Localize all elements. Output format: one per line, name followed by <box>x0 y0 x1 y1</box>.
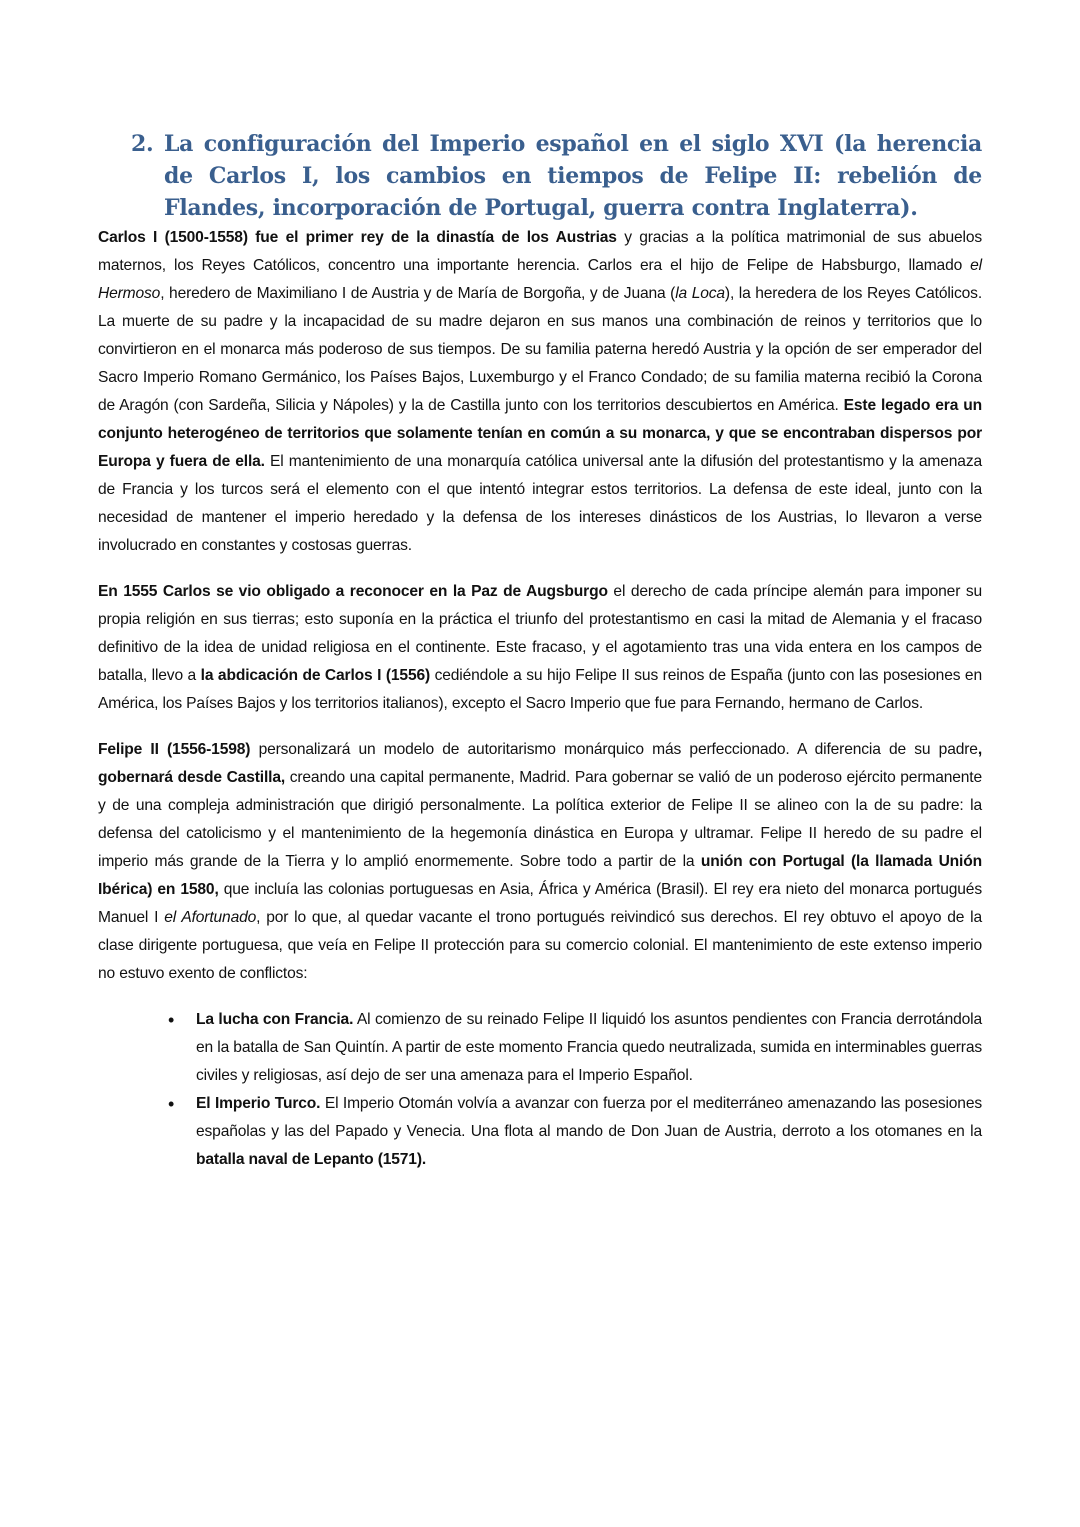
text-run: ), la heredera de los Reyes Católicos. La muerte de su padre y la incapacidad de su madre dejaron en sus manos una combinación de reinos y territorios que lo convirtieron en el monarca más poderoso de sus tiempos. De su familia paterna heredó Austria y la opción de ser emperador del Sacro Imperio Romano Germánico, los Países Bajos, Luxemburgo y el Franco Condado; de su familia materna recibió la Corona de Aragón (con Sardeña, Silicia y Nápoles) y la de Castilla junto con los territorios descubiertos en América. <box>98 285 982 414</box>
italic-text: el Hermoso <box>98 257 982 302</box>
list-item <box>168 1006 982 1090</box>
text-run: Al comienzo de su reinado Felipe II liquidó los asuntos pendientes con Francia derrotándola en la batalla de San Quintín. A partir de este momento Francia quedo neutralizada, sumida en interminables guerras civiles y religiosas, así dejo de ser una amenaza para el Imperio Español. <box>196 1011 982 1084</box>
heading-text: La configuración del Imperio español en el siglo XVI (la herencia de Carlos I, los cambios en tiempos de Felipe II: rebelión de Flandes, incorporación de Portugal, guerra contra Inglaterra). <box>164 131 982 221</box>
text-run: y gracias a la política matrimonial de sus abuelos maternos, los Reyes Católicos, concentro una importante herencia. Carlos era el hijo de Felipe de Habsburgo, llamado <box>98 229 983 274</box>
heading-number: 2. <box>131 131 154 157</box>
body-text <box>98 224 982 988</box>
bold-text: Este legado era un conjunto heterogéneo de territorios que solamente tenían en común a su monarca, y que se encontraban dispersos por Europa y fuera de ella. <box>98 397 982 470</box>
text-run: creando una capital permanente, Madrid. Para gobernar se valió de un poderoso ejército permanente y de una compleja administración que dirigió personalmente. La política exterior de Felipe II se alineo con la de su padre: la defensa del catolicismo y el mantenimiento de la hegemonía dinástica en Europa y ultramar. Felipe II heredo de su padre el imperio más grande de la Tierra y lo amplió enormemente. Sobre todo a partir de la <box>98 769 982 870</box>
section-heading <box>131 128 982 224</box>
text-run: personalizará un modelo de autoritarismo monárquico más perfeccionado. A diferencia de su padre <box>250 741 978 758</box>
bold-text: unión con Portugal (la llamada Unión Ibérica) en 1580, <box>98 853 982 898</box>
bold-text: batalla naval de Lepanto (1571). <box>196 1151 427 1168</box>
bold-text: , gobernará desde Castilla, <box>98 741 982 786</box>
bold-text: la abdicación de Carlos I (1556) <box>200 667 431 684</box>
paragraph <box>98 736 982 988</box>
text-run: , heredero de Maximiliano I de Austria y de María de Borgoña, y de Juana ( <box>160 285 676 302</box>
text-run: cediéndole a su hijo Felipe II sus reinos de España (junto con las posesiones en América, los Países Bajos y los territorios italianos), excepto el Sacro Imperio que fue para Fernando, hermano de Carlos. <box>98 667 982 712</box>
text-run: , por lo que, al quedar vacante el trono portugués reivindicó sus derechos. El rey obtuvo el apoyo de la clase dirigente portuguesa, que veía en Felipe II protección para su comercio colonial. El mantenimiento de este extenso imperio no estuvo exento de conflictos: <box>98 909 982 982</box>
paragraph <box>98 578 982 718</box>
bold-text: El Imperio Turco. <box>196 1095 321 1112</box>
bold-text: Felipe II (1556-1598) <box>98 741 251 758</box>
text-run: que incluía las colonias portuguesas en Asia, África y América (Brasil). El rey era nieto del monarca portugués Manuel I <box>98 881 982 926</box>
bullet-icon: • <box>168 1094 175 1114</box>
list-item <box>168 1090 982 1174</box>
conflict-list <box>98 1006 982 1174</box>
paragraph <box>98 224 982 560</box>
bullet-icon: • <box>168 1010 175 1030</box>
bold-text: Carlos I (1500-1558) fue el primer rey de la dinastía de los Austrias <box>98 229 617 246</box>
text-run: el derecho de cada príncipe alemán para imponer su propia religión en sus tierras; esto suponía en la práctica el triunfo del protestantismo en casi la mitad de Alemania y el fracaso definitivo de la idea de unidad religiosa en el continente. Este fracaso, y el agotamiento tras una vida entera en los campos de batalla, llevo a <box>98 583 982 684</box>
italic-text: el Afortunado <box>164 909 257 926</box>
bold-text: En 1555 Carlos se vio obligado a reconocer en la Paz de Augsburgo <box>98 583 608 600</box>
text-run: El mantenimiento de una monarquía católica universal ante la difusión del protestantismo y la amenaza de Francia y los turcos será el elemento con el que intentó integrar estos territorios. La defensa de este ideal, junto con la necesidad de mantener el imperio heredado y la defensa de los intereses dinásticos de los Austrias, lo llevaron a verse involucrado en constantes y costosas guerras. <box>98 453 982 554</box>
text-run: El Imperio Otomán volvía a avanzar con fuerza por el mediterráneo amenazando las posesiones españolas y las del Papado y Venecia. Una flota al mando de Don Juan de Austria, derroto a los otomanes en la <box>196 1095 982 1140</box>
bold-text: La lucha con Francia. <box>196 1011 354 1028</box>
italic-text: la Loca <box>675 285 725 302</box>
document-page <box>98 128 982 1174</box>
